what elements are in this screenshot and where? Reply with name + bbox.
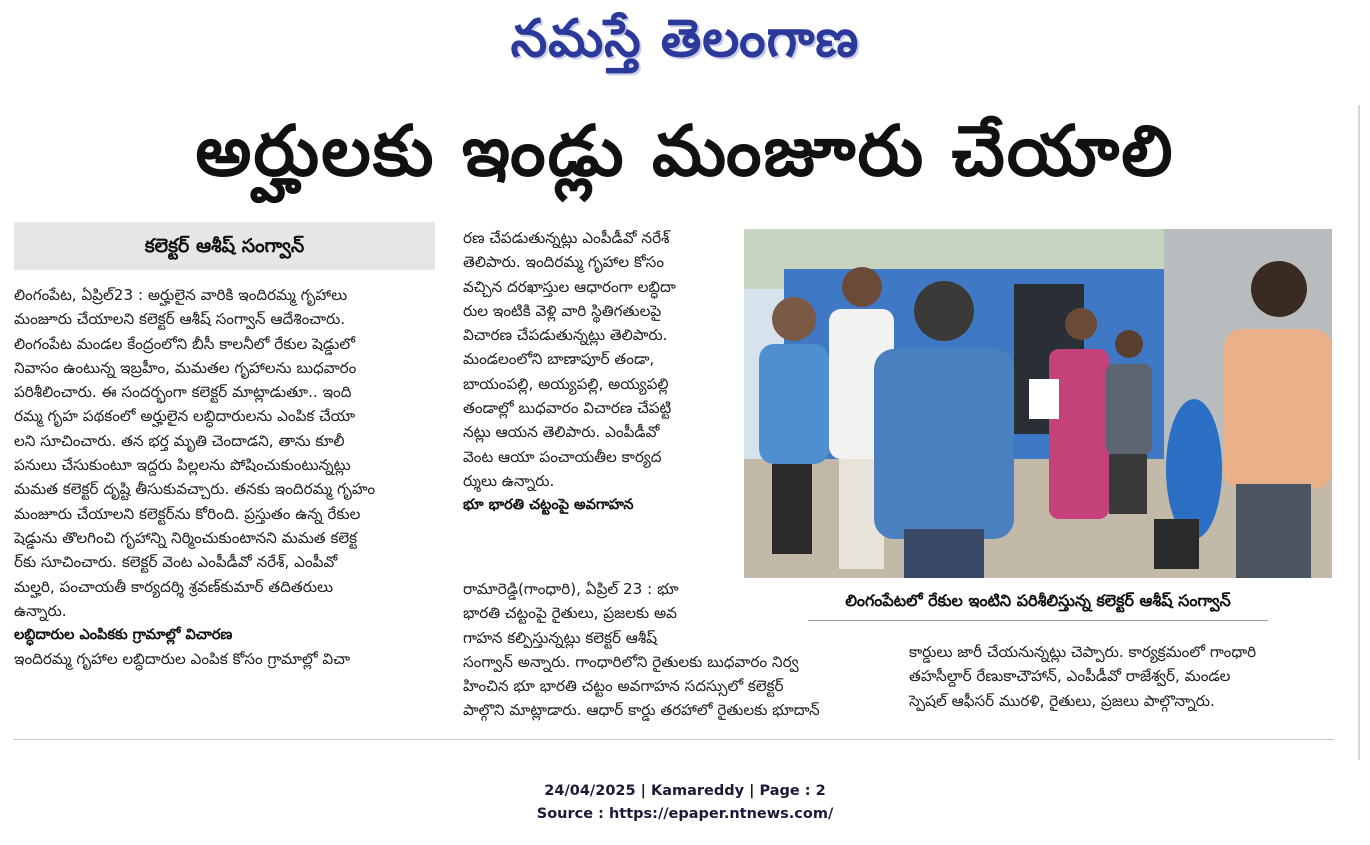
- text-line: పరిశీలించారు. ఈ సందర్భంగా కలెక్టర్ మాట్లాడుతూ.. ఇంది: [14, 383, 352, 402]
- text-line: లని సూచించారు. తన భర్త మృతి చెందాడని, తాను కూలీ: [14, 431, 345, 450]
- article-column-2: [463, 226, 728, 517]
- masthead: నమస్తే తెలంగాణ: [510, 9, 860, 69]
- text-line: సంగ్వాన్ అన్నారు. గాంధారిలోని రైతులకు బుధవారం నిర్వ: [463, 652, 799, 671]
- text-line: షెడ్డును తొలగించి గృహాన్ని నిర్మించుకుంటానని మమత కలెక్ట: [14, 528, 358, 547]
- text-line: లింగంపేట మండల కేంద్రంలోని బీసీ కాలనీలో రేకుల షెడ్డులో: [14, 334, 355, 353]
- footer-source-line: Source : https://epaper.ntnews.com/: [536, 806, 834, 822]
- photo-caption: లింగంపేటలో రేకుల ఇంటిని పరిశీలిస్తున్న కలెక్టర్ ఆశీష్ సంగ్వాన్: [845, 591, 1231, 610]
- subheading: భూ భారతి చట్టంపై అవగాహన: [463, 497, 634, 514]
- text-line: వెంట ఆయా పంచాయతీల కార్యద: [463, 447, 662, 466]
- text-line: వచ్చిన దరఖాస్తుల ఆధారంగా లబ్ధిదా: [463, 277, 676, 296]
- page-divider: [14, 739, 1334, 740]
- text-line: రుల ఇంటికి వెళ్లి వారి స్థితిగతులపై: [463, 301, 662, 320]
- text-line: బాయంపల్లి, అయ్యపల్లి, అయ్యపల్లి: [463, 374, 669, 393]
- text-line: ఉన్నారు.: [14, 601, 67, 620]
- text-line: తెలిపారు. ఇందిరమ్మ గృహాల కోసం: [463, 253, 665, 272]
- margin-rule: [1358, 105, 1360, 760]
- text-line: ర్శులు ఉన్నారు.: [463, 471, 555, 490]
- text-line: పనులు చేసుకుంటూ ఇద్దరు పిల్లలను పోషించుకుంటున్నట్లు: [14, 456, 351, 475]
- caption-rule: [808, 620, 1268, 621]
- news-photo: [744, 229, 1332, 578]
- text-line: మల్హరి, పంచాయతీ కార్యదర్శి శ్రవణ్‌కుమార్ తదితరులు: [14, 577, 334, 596]
- text-line: రణ చేపడుతున్నట్లు ఎంపీడీవో నరేశ్: [463, 229, 670, 247]
- text-line: మంజూరు చేయాలని కలెక్టర్‌ను కోరింది. ప్రస్తుతం ఉన్న రేకుల: [14, 504, 361, 523]
- byline-box: కలెక్టర్ ఆశీష్ సంగ్వాన్: [14, 222, 435, 270]
- text-line: పాల్గొని మాట్లాడారు. ఆధార్ కార్డు తరహాలో రైతులకు భూదాన్: [463, 701, 820, 720]
- photo-illustration: [744, 229, 1332, 578]
- headline: అర్హులకు ఇండ్లు మంజూరు చేయాలి: [195, 110, 1175, 192]
- footer-date-line: 24/04/2025 | Kamareddy | Page : 2: [544, 783, 826, 799]
- text-line: స్పెషల్ ఆఫీసర్ మురళి, రైతులు, ప్రజలు పాల్గొన్నారు.: [909, 691, 1215, 710]
- article-column-1: [14, 283, 438, 671]
- article-column-3: [909, 640, 1333, 713]
- text-line: నట్లు ఆయన తెలిపారు. ఎంపీడీవో: [463, 423, 660, 442]
- text-line: మండలంలోని బాణాపూర్ తండా,: [463, 350, 655, 369]
- text-line: ఇందిరమ్మ గృహాల లబ్ధిదారుల ఎంపిక కోసం గ్రామాల్లో విచా: [14, 650, 350, 669]
- text-line: నివాసం ఉంటున్న ఇబ్రహీం, మమతల గృహాలను బుధవారం: [14, 358, 357, 377]
- text-line: ర్‌కు సూచించారు. కలెక్టర్ వెంట ఎంపీడీవో నరేశ్, ఎంపీవో: [14, 553, 338, 572]
- text-line: మమత కలెక్టర్ దృష్టి తీసుకువచ్చారు. తనకు ఇందిరమ్మ గృహం: [14, 480, 376, 499]
- text-line: గాహన కల్పిస్తున్నట్లు కలెక్టర్ ఆశీష్: [463, 628, 658, 647]
- text-line: తండాల్లో బుధవారం విచారణ చేపట్టి: [463, 399, 672, 418]
- text-line: హించిన భూ భారతి చట్టం అవగాహన సదస్సులో కలెక్టర్: [463, 677, 784, 696]
- text-line: లింగంపేట, ఏప్రిల్23 : అర్హులైన వారికి ఇందిరమ్మ గృహాలు: [14, 286, 348, 304]
- text-line: మంజూరు చేయాలని కలెక్టర్ ఆశీష్ సంగ్వాన్ ఆదేశించారు.: [14, 310, 346, 329]
- text-line: రమ్మ గృహ పథకంలో అర్హులైన లబ్ధిదారులను ఎంపిక చేయా: [14, 407, 356, 426]
- text-line: రామారెడ్డి(గాంధారి), ఏప్రిల్ 23 : భూ: [463, 580, 679, 598]
- text-line: విచారణ చేపడుతున్నట్లు తెలిపారు.: [463, 326, 668, 345]
- text-line: కార్డులు జారీ చేయనున్నట్లు చెప్పారు. కార్యక్రమంలో గాంధారి: [909, 643, 1257, 661]
- subheading: లబ్ధిదారుల ఎంపికకు గ్రామాల్లో విచారణ: [14, 627, 233, 644]
- text-line: భారతి చట్టంపై రైతులు, ప్రజలకు అవ: [463, 604, 677, 623]
- text-line: తహసీల్దార్ రేణుకాచౌహాన్, ఎంపీడీవో రాజేశ్వర్, మండల: [909, 667, 1231, 686]
